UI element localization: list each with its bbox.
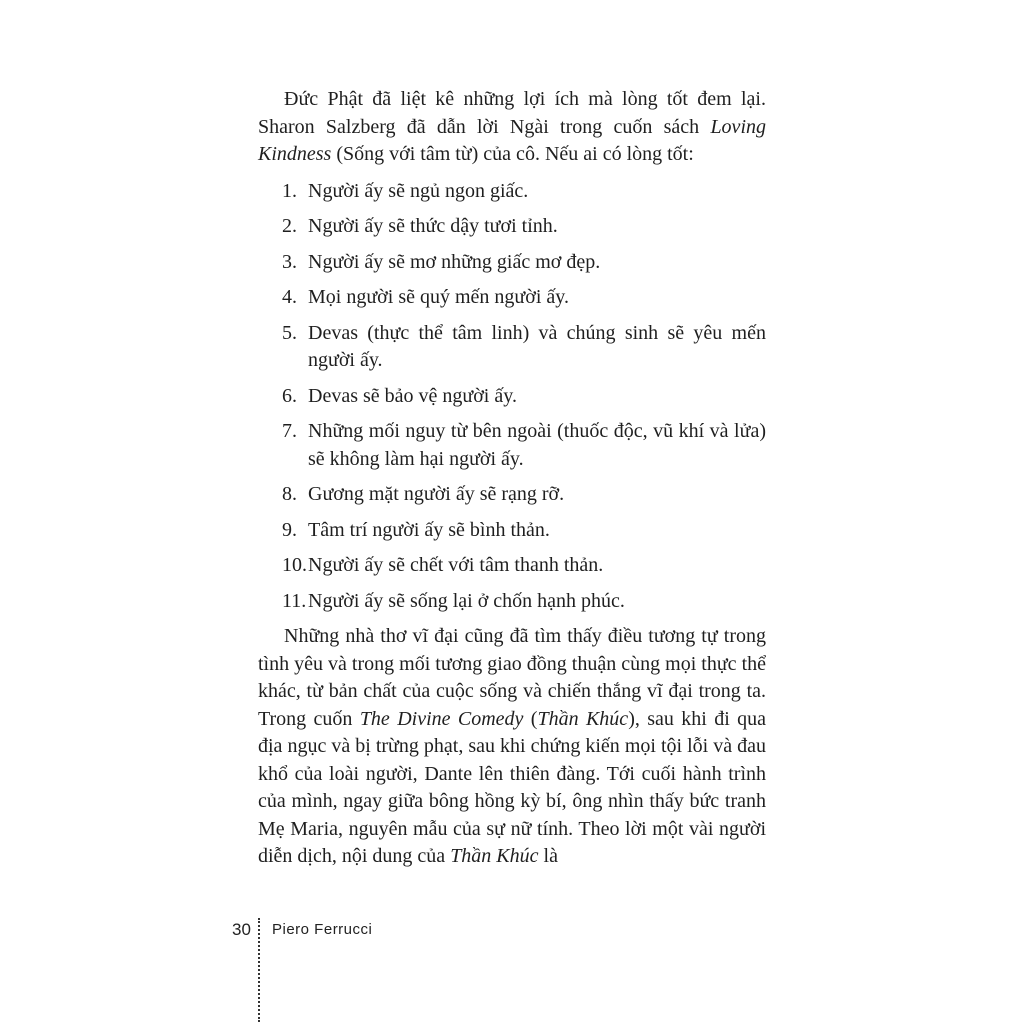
list-text: Devas (thực thể tâm linh) và chúng sinh sẽ yêu mến người ấy.	[308, 321, 766, 371]
list-text: Devas sẽ bảo vệ người ấy.	[308, 384, 517, 407]
list-text: Người ấy sẽ sống lại ở chốn hạnh phúc.	[308, 589, 625, 612]
intro-paragraph	[258, 86, 766, 169]
intro-text: Đức Phật đã liệt kê những lợi ích mà lòng tốt đem lại. Sharon Salzberg đã dẫn lời Ngài trong cuốn sách	[258, 88, 766, 138]
closing-text-end: là	[538, 845, 558, 867]
book-title-divine-comedy: The Divine Comedy	[359, 707, 524, 730]
book-title-than-khuc-2: Thần Khúc	[450, 845, 539, 867]
list-item	[258, 481, 766, 509]
list-number: 10.	[282, 554, 307, 576]
list-text: Người ấy sẽ mơ những giấc mơ đẹp.	[308, 250, 601, 273]
closing-paragraph	[258, 623, 766, 871]
list-item	[258, 213, 766, 241]
running-author: Piero Ferrucci	[272, 921, 373, 938]
body-text	[258, 86, 766, 871]
intro-text-end: (Sống với tâm từ) của cô. Nếu ai có lòng tốt:	[331, 143, 694, 165]
list-text: Những mối nguy từ bên ngoài (thuốc độc, vũ khí và lửa) sẽ không làm hại người ấy.	[308, 420, 766, 470]
list-text: Người ấy sẽ chết với tâm thanh thản.	[308, 554, 604, 576]
list-item	[258, 178, 766, 206]
list-item	[258, 418, 766, 473]
list-number: 5.	[282, 321, 297, 344]
footer-divider	[258, 918, 260, 1022]
book-title-than-khuc: Thần Khúc	[537, 707, 629, 730]
list-item	[258, 320, 766, 375]
list-number: 7.	[282, 420, 297, 442]
list-number: 3.	[282, 250, 297, 273]
list-number: 4.	[282, 286, 297, 308]
list-item	[258, 284, 766, 312]
page-number: 30	[232, 920, 251, 939]
list-text: Mọi người sẽ quý mến người ấy.	[308, 286, 569, 308]
list-text: Gương mặt người ấy sẽ rạng rỡ.	[308, 483, 565, 505]
closing-text: ), sau khi đi qua địa ngục và bị trừng phạt, sau khi chứng kiến mọi tội lỗi và đau khổ của loài người, Dante lên thiên đàng. Tới cuối hành trình của mình, ngay giữa bông hồng kỳ bí, ông nhìn thấy bức tranh Mẹ Maria, nguyên mẫu của sự nữ tính. Theo lời một vài người diễn dịch, nội dung của	[258, 707, 766, 867]
list-item	[258, 552, 766, 580]
list-item	[258, 249, 766, 277]
list-text: Người ấy sẽ ngủ ngon giấc.	[308, 179, 529, 202]
list-number: 11.	[282, 589, 307, 612]
book-title-loving-kindness: Loving Kindness	[258, 115, 766, 165]
list-number: 9.	[282, 518, 297, 541]
list-item	[258, 517, 766, 545]
list-number: 6.	[282, 384, 297, 407]
list-number: 8.	[282, 483, 297, 505]
list-text: Tâm trí người ấy sẽ bình thản.	[308, 518, 550, 541]
list-number: 2.	[282, 215, 297, 237]
list-item	[258, 383, 766, 411]
closing-text: Những nhà thơ vĩ đại cũng đã tìm thấy điều tương tự trong tình yêu và trong mối tương giao đồng thuận cùng mọi thực thể khác, từ bản chất của cuộc sống và chiến thắng vĩ đại trong ta. Trong cuốn	[258, 625, 766, 730]
benefits-list	[258, 178, 766, 616]
list-item	[258, 588, 766, 616]
list-text: Người ấy sẽ thức dậy tươi tỉnh.	[308, 215, 558, 237]
closing-text: (	[523, 707, 538, 730]
list-number: 1.	[282, 179, 297, 202]
